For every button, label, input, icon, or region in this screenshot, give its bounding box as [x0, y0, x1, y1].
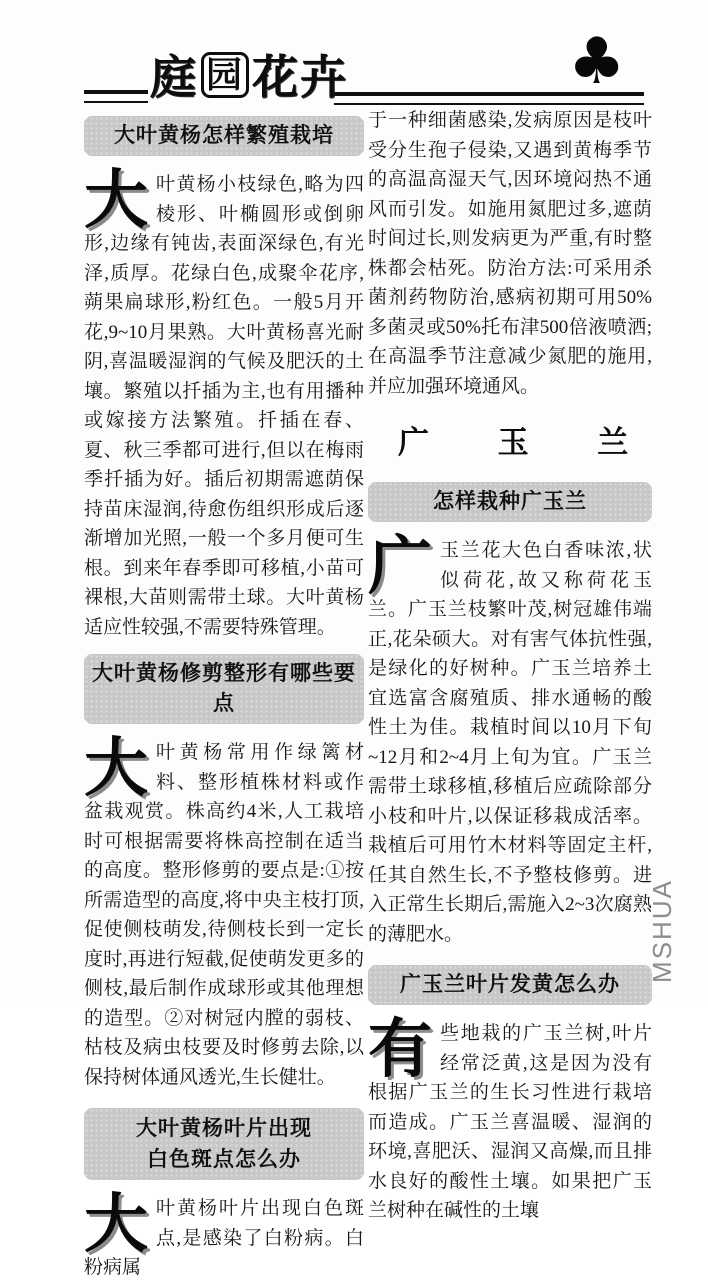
page-header [0, 0, 708, 112]
paragraph-text: 叶黄杨常用作绿篱材料、整形植株材料或作盆栽观赏。株高约4米,人工栽培时可根据需要将株高控制在适当的高度。整形修剪的要点是:①按所需造型的高度,将中央主枝打顶,促使侧枝萌发,待侧枝长到一定长度时,再进行短截,促使萌发更多的侧枝,最后制作成球形或其他理想的造型。②对树冠内膛的弱枝、枯枝及病虫枝要及时修剪去除,以保持树体通风透光,生长健壮。 [84, 742, 364, 1088]
paragraph-yellow-leaves [368, 1013, 652, 1226]
paragraph-text: 叶黄杨小枝绿色,略为四棱形、叶椭圆形或倒卵形,边缘有钝齿,表面深绿色,有光泽,质厚。花绿白色,成聚伞花序,蒴果扁球形,粉红色。一般5月开花,9~10月果熟。大叶黄杨喜光耐阴,喜温暖湿润的气候及肥沃的土壤。繁殖以扦插为主,也有用播种或嫁接方法繁殖。扦插在春、夏、秋三季都可进行,但以在梅雨季扦插为好。插后初期需遮荫保持苗床湿润,待愈伤组织形成后逐渐增加光照,一般一个多月便可生根。到来年春季即可移植,小苗可裸根,大苗则需带土球。大叶黄杨适应性较强,不需要特殊管理。 [84, 174, 364, 638]
section-heading-white-spots [84, 1108, 364, 1180]
right-column [368, 106, 659, 1230]
page-title-post: 花卉 [252, 51, 349, 103]
left-column [84, 110, 364, 1287]
section-heading-yellow-leaves: 广玉兰叶片发黄怎么办 [368, 965, 652, 1005]
section-heading-planting: 怎样栽种广玉兰 [368, 482, 652, 522]
header-rule-left [84, 90, 148, 103]
drop-cap: 有 [368, 1013, 432, 1085]
section-heading-propagation: 大叶黄杨怎样繁殖栽培 [84, 116, 364, 156]
section-heading-pruning: 大叶黄杨修剪整形有哪些要点 [84, 654, 364, 724]
club-flower-icon: ♣ [568, 25, 626, 99]
drop-cap: 广 [368, 530, 432, 602]
heading-line-2: 白色斑点怎么办 [147, 1148, 301, 1171]
page-title [150, 51, 349, 103]
heading-line-1: 大叶黄杨叶片出现 [136, 1117, 312, 1140]
paragraph-text: 玉兰花大色白香味浓,状似荷花,故又称荷花玉兰。广玉兰枝繁叶茂,树冠雄伟端正,花朵硕大。对有害气体抗性强,是绿化的好树种。广玉兰培养土宜选富含腐殖质、排水通畅的酸性土为佳。栽植时间以10月下旬~12月和2~4月上旬为宜。广玉兰需带土球移植,移植后应疏除部分小枝和叶片,以保证移栽成活率。栽植后可用竹木材料等固定主杆,任其自然生长,不予整枝修剪。进入正常生长期后,需施入2~3次腐熟的薄肥水。 [368, 540, 652, 945]
watermark: MSHUA [647, 879, 677, 983]
paragraph-propagation [84, 164, 364, 642]
paragraph-text: 些地栽的广玉兰树,叶片经常泛黄,这是因为没有根据广玉兰的生长习性进行栽培而造成。广玉兰喜温暖、湿润的环境,喜肥沃、湿润又高燥,而且排水良好的酸性土壤。如果把广玉兰树种在碱性的土壤 [368, 1023, 652, 1221]
drop-cap: 大 [84, 732, 148, 804]
paragraph-white-spots [84, 1188, 364, 1283]
page-title-boxed-char: 园 [201, 52, 249, 98]
paragraph-planting [368, 530, 652, 949]
drop-cap: 大 [84, 164, 148, 236]
drop-cap: 大 [84, 1188, 148, 1260]
chapter-title-guangyulan: 广 玉 兰 [398, 425, 659, 460]
page-title-pre: 庭 [150, 51, 198, 103]
paragraph-text: 叶黄杨叶片出现白色斑点,是感染了白粉病。白粉病属 [84, 1198, 364, 1278]
paragraph-pruning [84, 732, 364, 1092]
paragraph-continuation: 于一种细菌感染,发病原因是枝叶受分生孢子侵染,又遇到黄梅季节的高温高湿天气,因环境闷热不通风而引发。如施用氮肥过多,遮荫时间过长,则发病更为严重,有时整株都会枯死。防治方法:可采用杀菌剂药物防治,感病初期可用50%多菌灵或50%托布津500倍液喷洒;在高温季节注意减少氮肥的施用,并应加强环境通风。 [368, 110, 652, 397]
